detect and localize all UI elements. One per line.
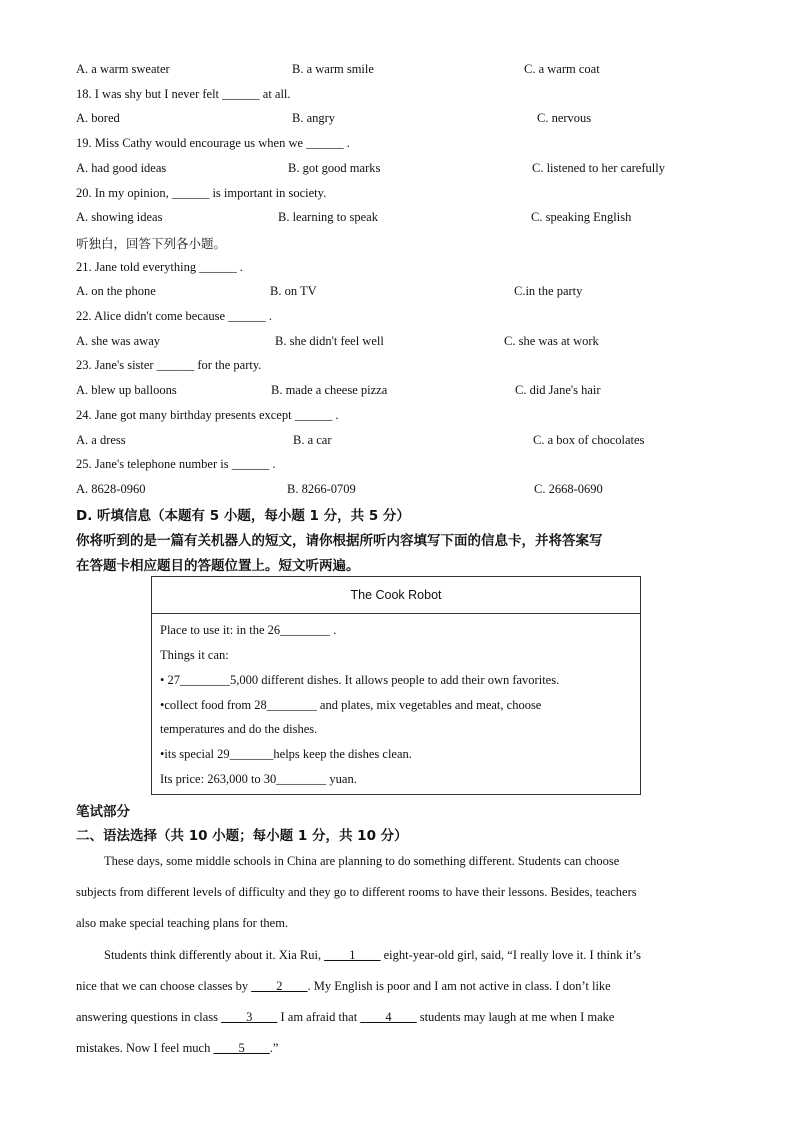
passage-p2-line-2	[76, 979, 708, 994]
written-part-title: 笔试部分	[76, 804, 130, 820]
q24-options	[76, 433, 756, 451]
q25-option-b: B. 8266-0709	[287, 482, 356, 496]
q18-option-b: B. angry	[292, 111, 336, 125]
section-d-title: D. 听填信息（本题有 5 小题，每小题 1 分，共 5 分）	[76, 508, 410, 524]
passage-text: nice that we can choose classes by	[76, 979, 252, 993]
q22-option-b: B. she didn't feel well	[275, 334, 384, 348]
q20-options	[76, 210, 756, 228]
passage-text: .”	[269, 1041, 279, 1055]
passage-p1-line-3: also make special teaching plans for them.	[76, 916, 289, 930]
q21-option-a: A. on the phone	[76, 284, 156, 298]
q17-option-b: B. a warm smile	[292, 62, 374, 76]
q24-stem: 24. Jane got many birthday presents except ______ .	[76, 408, 339, 422]
q24-option-a: A. a dress	[76, 433, 126, 447]
blank-2: ____2____	[251, 979, 308, 993]
passage-text: Students think differently about it. Xia Rui,	[104, 948, 325, 962]
q19-option-a: A. had good ideas	[76, 161, 167, 175]
passage-text: . My English is poor and I am not active in class. I don’t like	[307, 979, 611, 993]
q18-option-c: C. nervous	[537, 111, 592, 125]
q25-option-c: C. 2668-0690	[534, 482, 603, 496]
passage-text: students may laugh at me when I make	[416, 1010, 615, 1024]
monologue-instruction: 听独白，回答下列各小题。	[76, 236, 227, 251]
info-card-line-place: Place to use it: in the 26________ .	[160, 623, 337, 637]
q17-option-c: C. a warm coat	[524, 62, 600, 76]
info-card-line-28: •collect food from 28________ and plates, mix vegetables and meat, choose	[160, 698, 542, 712]
q21-option-c: C.in the party	[514, 284, 583, 298]
q20-option-b: B. learning to speak	[278, 210, 378, 224]
info-card-line-29: •its special 29_______helps keep the dishes clean.	[160, 747, 412, 761]
q20-stem: 20. In my opinion, ______ is important in society.	[76, 186, 327, 200]
q23-option-b: B. made a cheese pizza	[271, 383, 388, 397]
passage-p1-line-2: subjects from different levels of difficulty and they go to different rooms to have their lessons. Besides, teachers	[76, 885, 637, 899]
passage-text: I am afraid that	[277, 1010, 361, 1024]
q22-stem: 22. Alice didn't come because ______ .	[76, 309, 272, 323]
info-card-line-28-cont: temperatures and do the dishes.	[160, 722, 318, 736]
blank-5: ____5____	[213, 1041, 270, 1055]
q19-options	[76, 161, 756, 179]
passage-p2-line-3	[76, 1010, 708, 1025]
section-d-instruction-2: 在答题卡相应题目的答题位置上。短文听两遍。	[76, 558, 360, 574]
q19-option-b: B. got good marks	[288, 161, 381, 175]
q17-option-a: A. a warm sweater	[76, 62, 170, 76]
q18-option-a: A. bored	[76, 111, 120, 125]
q23-option-a: A. blew up balloons	[76, 383, 177, 397]
q20-option-c: C. speaking English	[531, 210, 632, 224]
info-card	[151, 576, 641, 795]
q18-options	[76, 111, 756, 129]
passage-text: mistakes. Now I feel much	[76, 1041, 214, 1055]
info-card-line-27: • 27________5,000 different dishes. It allows people to add their own favorites.	[160, 673, 560, 687]
q23-stem: 23. Jane's sister ______ for the party.	[76, 358, 262, 372]
q23-options	[76, 383, 756, 401]
q21-stem: 21. Jane told everything ______ .	[76, 260, 243, 274]
q21-option-b: B. on TV	[270, 284, 317, 298]
q25-options	[76, 482, 756, 500]
section-d-instruction-1: 你将听到的是一篇有关机器人的短文，请你根据所听内容填写下面的信息卡，并将答案写	[76, 533, 603, 549]
passage-p2-line-1	[76, 948, 708, 963]
info-card-title: The Cook Robot	[152, 577, 640, 614]
passage-text: answering questions in class	[76, 1010, 222, 1024]
q22-option-c: C. she was at work	[504, 334, 599, 348]
q22-option-a: A. she was away	[76, 334, 161, 348]
q24-option-b: B. a car	[293, 433, 332, 447]
q18-stem: 18. I was shy but I never felt ______ at all.	[76, 87, 291, 101]
info-card-line-things: Things it can:	[160, 648, 229, 662]
blank-1: ____1____	[324, 948, 381, 962]
blank-3: ____3____	[221, 1010, 278, 1024]
grammar-section-title: 二、语法选择（共 10 小题；每小题 1 分，共 10 分）	[76, 828, 408, 844]
q24-option-c: C. a box of chocolates	[533, 433, 645, 447]
q23-option-c: C. did Jane's hair	[515, 383, 601, 397]
passage-p2-line-4	[76, 1041, 708, 1056]
q21-options	[76, 284, 756, 302]
q19-option-c: C. listened to her carefully	[532, 161, 665, 175]
q20-option-a: A. showing ideas	[76, 210, 163, 224]
q19-stem: 19. Miss Cathy would encourage us when we ______ .	[76, 136, 350, 150]
passage-text: eight-year-old girl, said, “I really love it. I think it’s	[380, 948, 641, 962]
blank-4: ____4____	[360, 1010, 417, 1024]
passage-p1-line-1: These days, some middle schools in China are planning to do something different. Students can choose	[104, 854, 620, 868]
q25-option-a: A. 8628-0960	[76, 482, 146, 496]
info-card-line-30: Its price: 263,000 to 30________ yuan.	[160, 772, 357, 786]
q25-stem: 25. Jane's telephone number is ______ .	[76, 457, 276, 471]
q22-options	[76, 334, 756, 352]
q17-options	[76, 62, 756, 80]
